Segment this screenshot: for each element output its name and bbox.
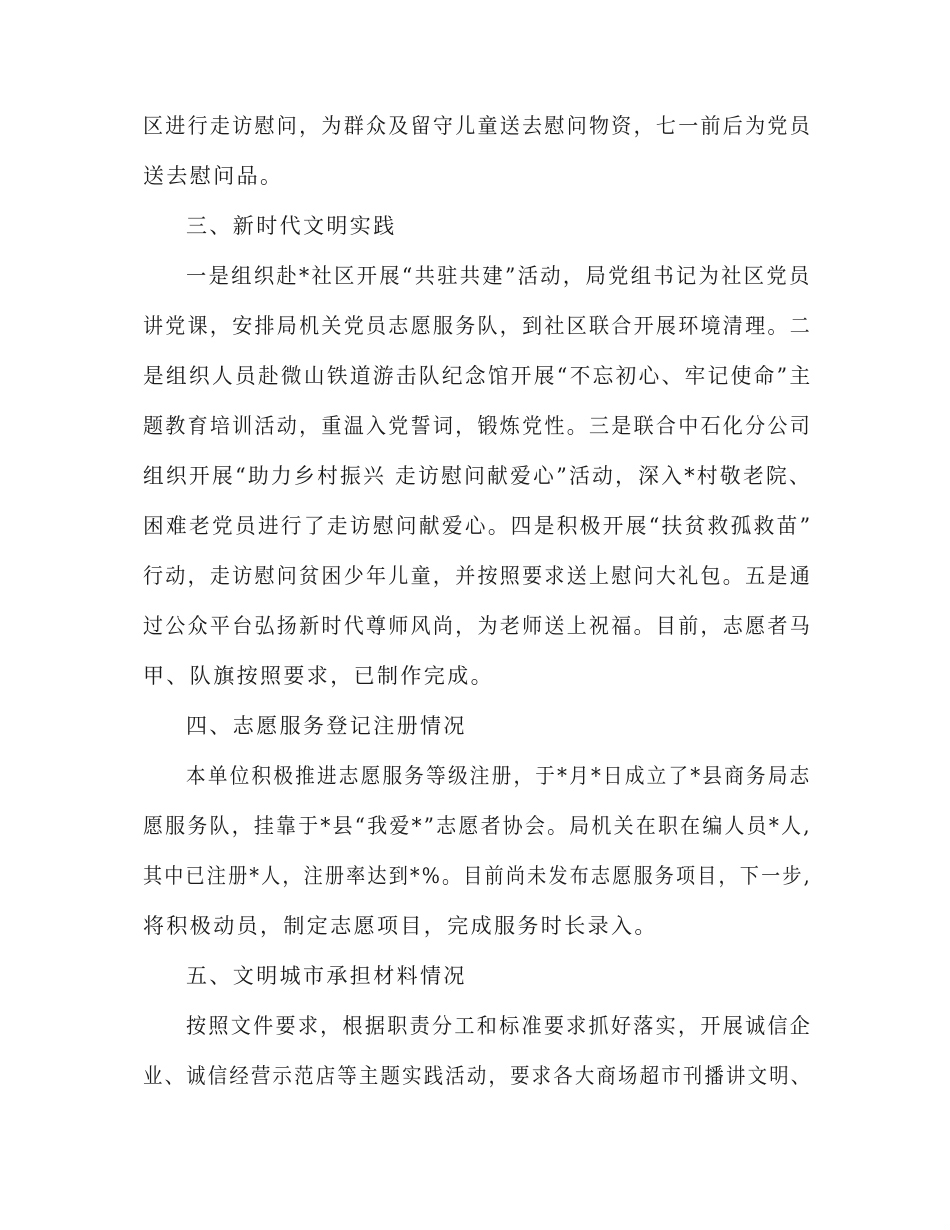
- text-line: 一是组织赴*社区开展“共驻共建”活动，局党组书记为社区党员: [186, 264, 812, 288]
- section-heading: 五、文明城市承担材料情况: [186, 964, 467, 988]
- text-line: 业、诚信经营示范店等主题实践活动，要求各大商场超市刊播讲文明、: [143, 1064, 813, 1088]
- text-line: 题教育培训活动，重温入党誓词，锻炼党性。三是联合中石化分公司: [143, 414, 813, 438]
- text-line: 行动，走访慰问贫困少年儿童，并按照要求送上慰问大礼包。五是通: [143, 564, 813, 588]
- text-line: 其中已注册*人，注册率达到*%。目前尚未发布志愿服务项目，下一步,: [143, 864, 812, 888]
- text-line: 是组织人员赴微山铁道游击队纪念馆开展“不忘初心、牢记使命”主: [143, 364, 813, 388]
- text-line: 讲党课，安排局机关党员志愿服务队，到社区联合开展环境清理。二: [143, 314, 813, 338]
- text-line: 过公众平台弘扬新时代尊师风尚，为老师送上祝福。目前，志愿者马: [143, 614, 813, 638]
- text-line: 区进行走访慰问，为群众及留守儿童送去慰问物资，七一前后为党员: [143, 114, 813, 138]
- text-line: 送去慰问品。: [143, 164, 284, 188]
- text-line: 困难老党员进行了走访慰问献爱心。四是积极开展“扶贫救孤救苗”: [143, 514, 813, 538]
- section-heading: 四、志愿服务登记注册情况: [186, 714, 467, 738]
- text-line: 组织开展“助力乡村振兴 走访慰问献爱心”活动，深入*村敬老院、: [143, 464, 813, 488]
- section-heading: 三、新时代文明实践: [186, 214, 397, 238]
- text-line: 按照文件要求，根据职责分工和标准要求抓好落实，开展诚信企: [186, 1014, 813, 1038]
- text-line: 本单位积极推进志愿服务等级注册，于*月*日成立了*县商务局志: [186, 764, 812, 788]
- text-line: 将积极动员，制定志愿项目，完成服务时长录入。: [143, 914, 658, 938]
- text-line: 愿服务队，挂靠于*县“我爱*”志愿者协会。局机关在职在编人员*人,: [143, 814, 812, 838]
- text-line: 甲、队旗按照要求，已制作完成。: [143, 664, 494, 688]
